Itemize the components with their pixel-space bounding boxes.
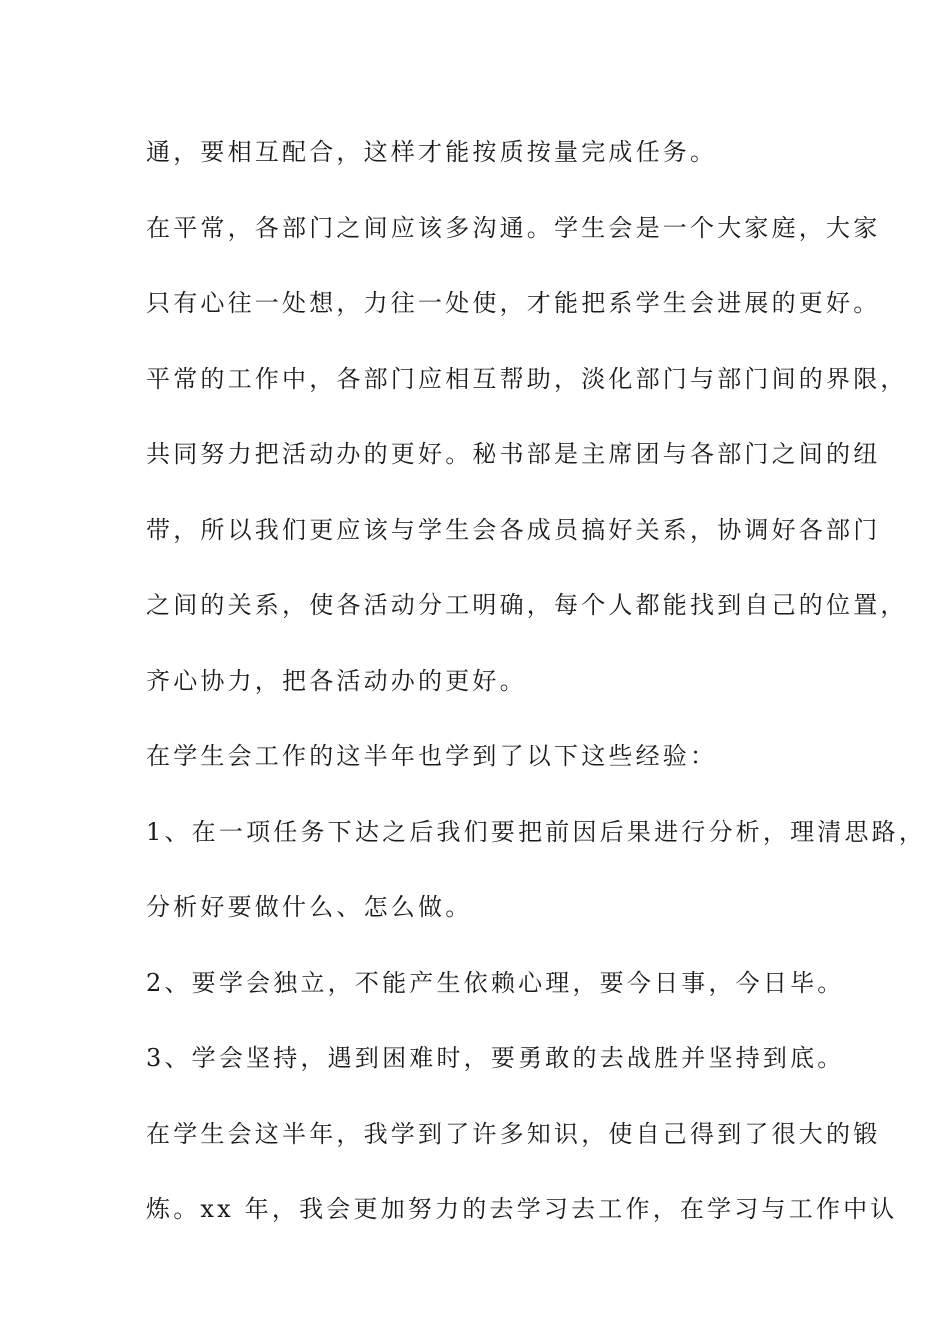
text-line: 在平常，各部门之间应该多沟通。学生会是一个大家庭，大家	[146, 213, 881, 242]
text-line: 带，所以我们更应该与学生会各成员搞好关系，协调好各部门	[146, 515, 881, 544]
text-line: 之间的关系，使各活动分工明确，每个人都能找到自己的位置，	[146, 591, 908, 619]
text-line: 只有心往一处想，力往一处使，才能把系学生会进展的更好。	[146, 289, 881, 317]
text-line: 共同努力把活动办的更好。秘书部是主席团与各部门之间的纽	[146, 440, 881, 468]
text-line: 分析好要做什么、怎么做。	[146, 893, 473, 921]
list-item: 1、在一项任务下达之后我们要把前因后果进行分析，理清思路，	[146, 817, 927, 846]
list-item: 2、要学会独立，不能产生依赖心理，要今日事，今日毕。	[146, 968, 845, 997]
text-line: 齐心协力，把各活动办的更好。	[146, 666, 527, 695]
body-text	[146, 130, 927, 1263]
text-line: 在学生会这半年，我学到了许多知识，使自己得到了很大的锻	[146, 1119, 881, 1148]
text-line: 通，要相互配合，这样才能按质按量完成任务。	[146, 138, 718, 166]
text-line: 炼。xx 年，我会更加努力的去学习去工作，在学习与工作中认	[146, 1195, 898, 1223]
text-line: 平常的工作中，各部门应相互帮助，淡化部门与部门间的界限，	[146, 364, 908, 393]
text-line: 在学生会工作的这半年也学到了以下这些经验：	[146, 742, 718, 770]
list-item: 3、学会坚持，遇到困难时，要勇敢的去战胜并坚持到底。	[146, 1044, 845, 1072]
